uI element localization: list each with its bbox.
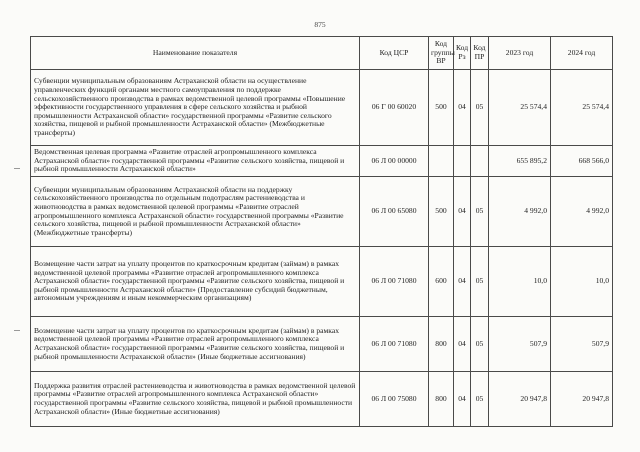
row-2024: 507,9	[551, 317, 613, 372]
row-rz: 04	[454, 70, 471, 146]
header-name: Наименование показателя	[31, 37, 360, 70]
row-2024: 25 574,4	[551, 70, 613, 146]
row-csr: 06 Л 00 00000	[360, 146, 429, 177]
header-2024: 2024 год	[551, 37, 613, 70]
row-2023: 655 895,2	[489, 146, 551, 177]
row-rz: 04	[454, 317, 471, 372]
header-pr: Код ПР	[471, 37, 489, 70]
table-row	[31, 70, 613, 146]
budget-table	[30, 36, 613, 427]
row-name: Возмещение части затрат на уплату процентов по краткосрочным кредитам (займам) в рамках ведомственной целевой программы «Развитие отраслей агропромышленного комплекса Астраханской области» государственной программы «Развитие сельского хозяйства, пищевой и рыбной промышленности Астраханской области» (Предоставление субсидий бюджетным, автономным учреждениям и иным некоммерческим организациям)	[31, 247, 360, 317]
row-rz: 04	[454, 177, 471, 247]
row-vr: 800	[429, 317, 454, 372]
row-vr: 600	[429, 247, 454, 317]
table-row	[31, 317, 613, 372]
row-2023: 507,9	[489, 317, 551, 372]
table-header-row	[31, 37, 613, 70]
row-rz: 04	[454, 247, 471, 317]
row-2024: 20 947,8	[551, 372, 613, 427]
page-number: 875	[314, 20, 326, 29]
row-name: Возмещение части затрат на уплату процентов по краткосрочным кредитам (займам) в рамках ведомственной целевой программы «Развитие отраслей агропромышленного комплекса Астраханской области» государственной программы «Развитие сельского хозяйства, пищевой и рыбной промышленности Астраханской области» (Иные бюджетные ассигнования)	[31, 317, 360, 372]
row-2023: 25 574,4	[489, 70, 551, 146]
table-row	[31, 177, 613, 247]
row-2023: 20 947,8	[489, 372, 551, 427]
table-row	[31, 372, 613, 427]
margin-mark	[14, 168, 20, 169]
row-csr: 06 Л 00 65080	[360, 177, 429, 247]
row-pr: 05	[471, 247, 489, 317]
row-2024: 668 566,0	[551, 146, 613, 177]
table-row	[31, 247, 613, 317]
header-csr: Код ЦСР	[360, 37, 429, 70]
row-pr: 05	[471, 317, 489, 372]
row-rz: 04	[454, 372, 471, 427]
row-name: Поддержка развития отраслей растениеводства и животноводства в рамках ведомственной целевой программы «Развитие отраслей агропромышленного комплекса Астраханской области» государственной программы «Развитие сельского хозяйства, пищевой и рыбной промышленности Астраханской области» (Иные бюджетные ассигнования)	[31, 372, 360, 427]
header-rz: Код Рз	[454, 37, 471, 70]
row-pr: 05	[471, 70, 489, 146]
row-2024: 10,0	[551, 247, 613, 317]
row-pr: 05	[471, 177, 489, 247]
row-csr: 06 Л 00 75080	[360, 372, 429, 427]
margin-mark	[14, 330, 20, 331]
row-name: Субвенции муниципальным образованиям Астраханской области на поддержку сельскохозяйственного производства по отдельным подотраслям растениеводства и животноводства в рамках ведомственной целевой программы «Развитие отраслей агропромышленного комплекса Астраханской области» государственной программы «Развитие сельского хозяйства, пищевой и рыбной промышленности Астраханской области» (Межбюджетные трансферты)	[31, 177, 360, 247]
row-csr: 06 Г 00 60020	[360, 70, 429, 146]
row-csr: 06 Л 00 71080	[360, 317, 429, 372]
row-2023: 4 992,0	[489, 177, 551, 247]
row-vr: 800	[429, 372, 454, 427]
row-csr: 06 Л 00 71080	[360, 247, 429, 317]
table-row	[31, 146, 613, 177]
row-vr: 500	[429, 70, 454, 146]
row-rz	[454, 146, 471, 177]
header-vr: Код группы ВР	[429, 37, 454, 70]
row-pr: 05	[471, 372, 489, 427]
row-2024: 4 992,0	[551, 177, 613, 247]
row-vr: 500	[429, 177, 454, 247]
row-vr	[429, 146, 454, 177]
row-2023: 10,0	[489, 247, 551, 317]
row-pr	[471, 146, 489, 177]
header-2023: 2023 год	[489, 37, 551, 70]
row-name: Субвенции муниципальным образованиям Астраханской области на осуществление управленческих функций органами местного самоуправления по поддержке сельскохозяйственного производства в рамках ведомственной целевой программы «Повышение эффективности государственного управления в сфере сельского хозяйства и рыбной промышленности Астраханской области» государственной программы «Развитие сельского хозяйства, пищевой и рыбной промышленности Астраханской области» (Межбюджетные трансферты)	[31, 70, 360, 146]
row-name: Ведомственная целевая программа «Развитие отраслей агропромышленного комплекса Астраханской области» государственной программы «Развитие сельского хозяйства, пищевой и рыбной промышленности Астраханской области»	[31, 146, 360, 177]
